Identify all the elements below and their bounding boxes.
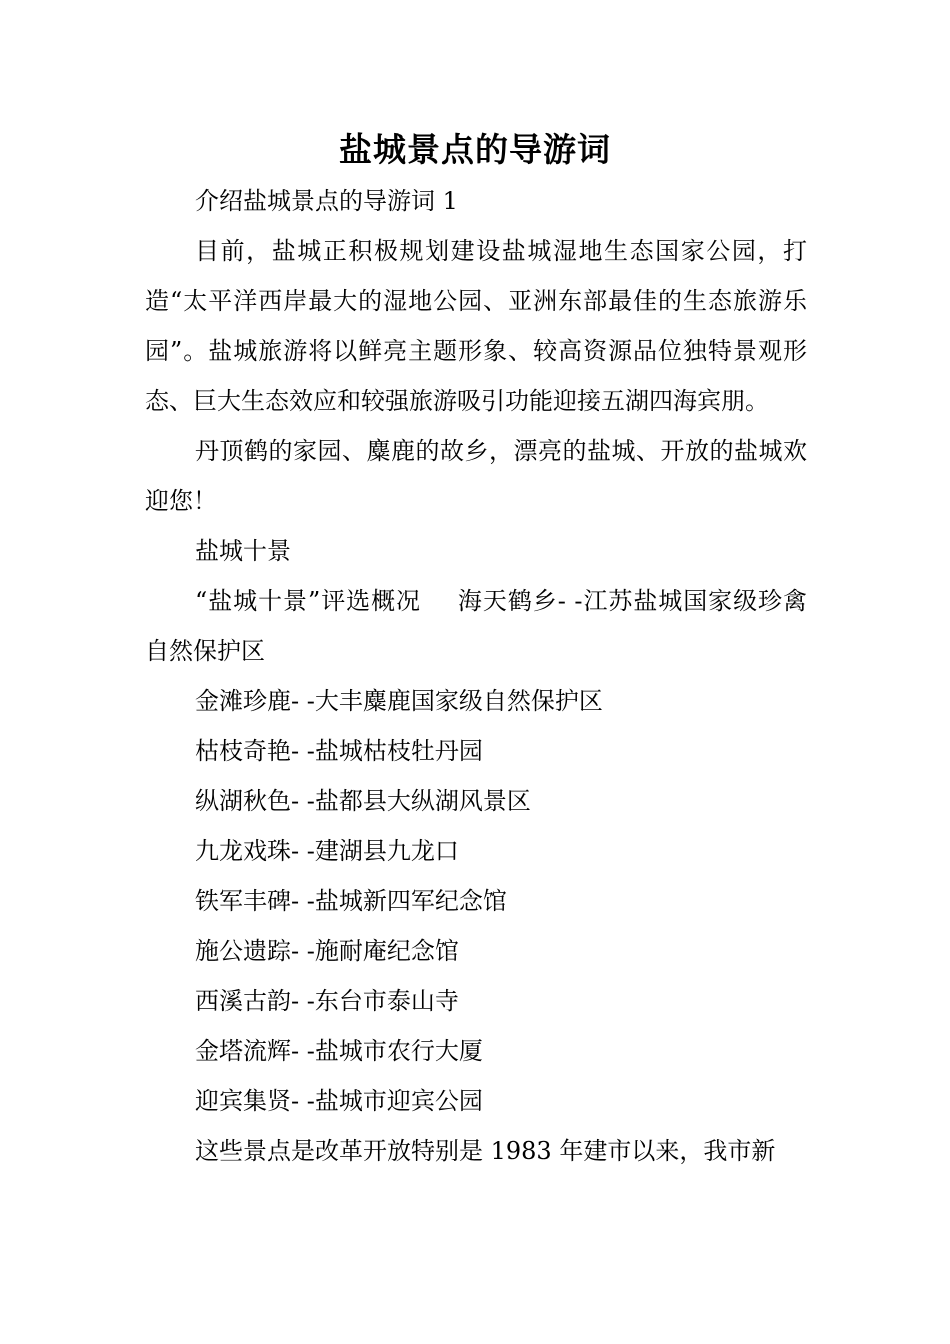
scene-item: 铁军丰碑- -盐城新四军纪念馆 (195, 887, 507, 915)
document-title: 盐城景点的导游词 (339, 130, 611, 169)
scene-item: 金滩珍鹿- -大丰麋鹿国家级自然保护区 (195, 687, 603, 715)
scene-item: 海天鹤乡- -江苏盐城国家级珍禽自然保护区 (145, 587, 807, 665)
document-body (145, 176, 807, 1176)
closing-paragraph: 这些景点是改革开放特别是 1983 年建市以来，我市新 (195, 1137, 776, 1165)
scene-item: 金塔流辉- -盐城市农行大厦 (195, 1037, 483, 1065)
scene-item: 枯枝奇艳- -盐城枯枝牡丹园 (195, 737, 483, 765)
scene-item: 施公遗踪- -施耐庵纪念馆 (195, 937, 459, 965)
paragraph-welcome: 丹顶鹤的家园、麋鹿的故乡，漂亮的盐城、开放的盐城欢迎您！ (145, 437, 807, 515)
selection-intro: “盐城十景”评选概况 (195, 587, 421, 615)
scene-item: 九龙戏珠- -建湖县九龙口 (195, 837, 459, 865)
paragraph-intro: 目前，盐城正积极规划建设盐城湿地生态国家公园，打造“太平洋西岸最大的湿地公园、亚洲东部最佳的生态旅游乐园”。盐城旅游将以鲜亮主题形象、较高资源品位独特景观形态、巨大生态效应和较强旅游吸引功能迎接五湖四海宾朋。 (145, 237, 807, 415)
selection-paragraph (145, 576, 807, 676)
scene-item: 西溪古韵- -东台市泰山寺 (195, 987, 459, 1015)
scene-item: 纵湖秋色- -盐都县大纵湖风景区 (195, 787, 531, 815)
section-heading: 盐城十景 (195, 537, 291, 565)
subtitle: 介绍盐城景点的导游词 1 (195, 187, 458, 215)
scene-item: 迎宾集贤- -盐城市迎宾公园 (195, 1087, 483, 1115)
